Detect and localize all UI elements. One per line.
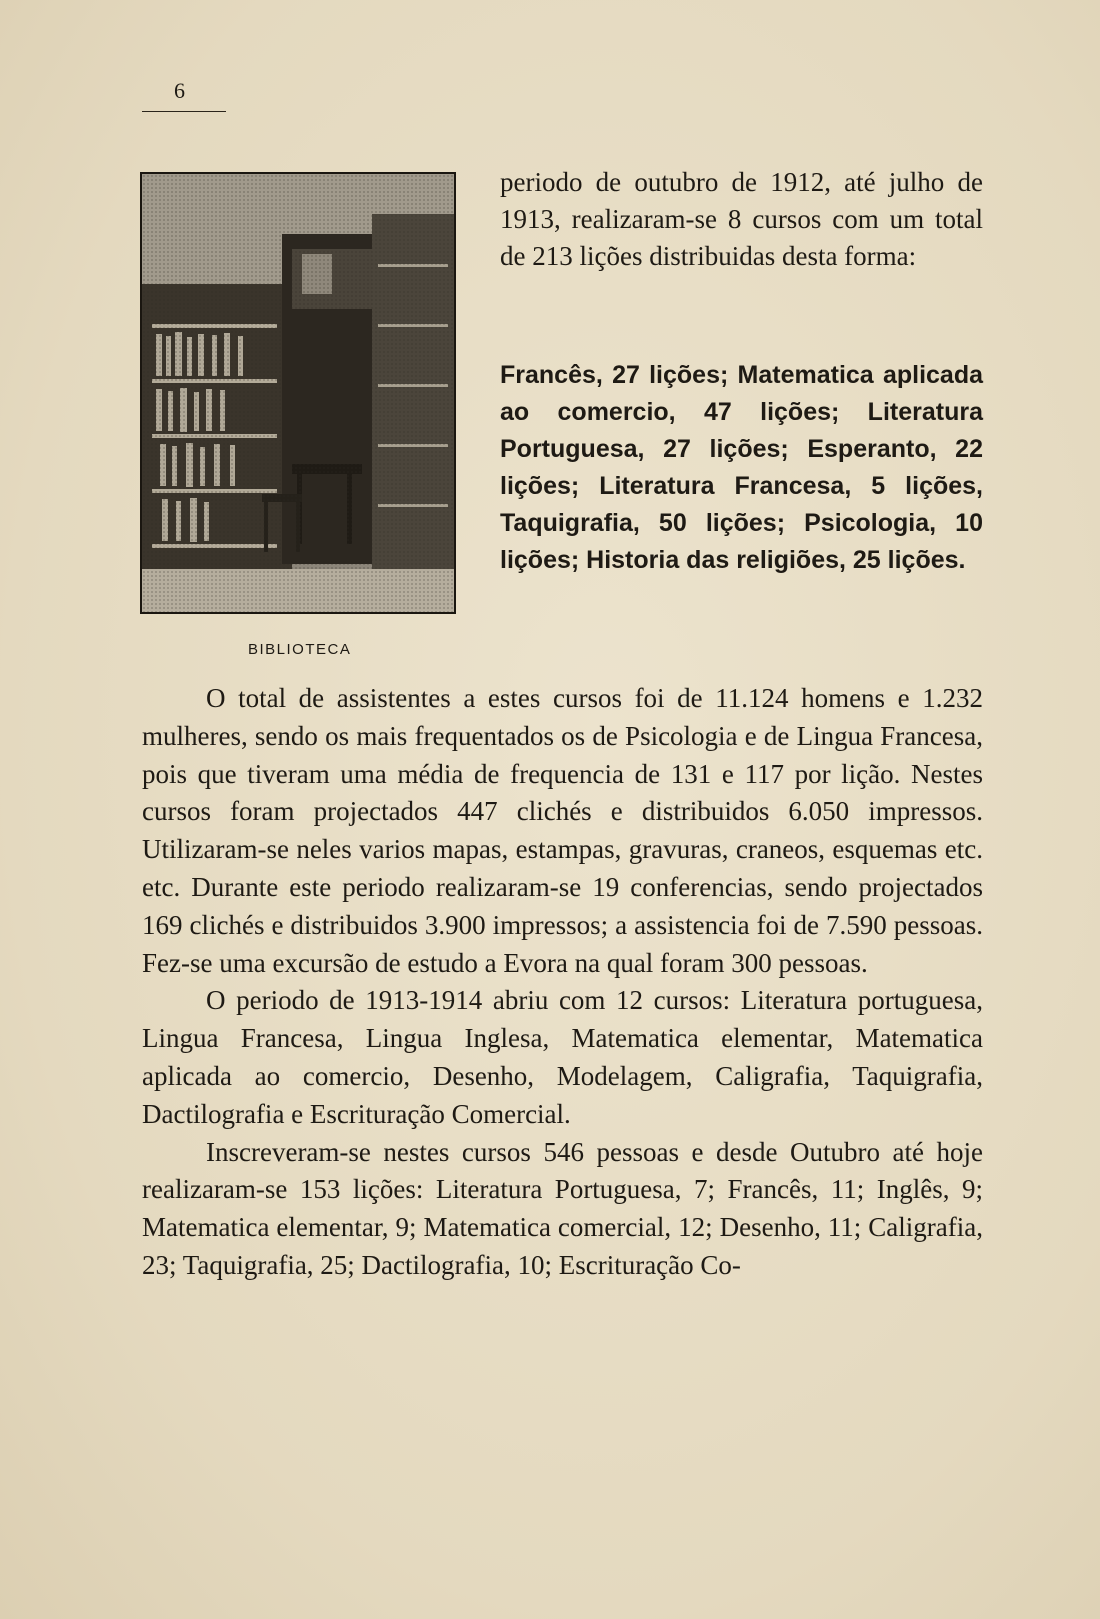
page-number-rule — [142, 111, 226, 112]
page-number: 6 — [174, 78, 185, 103]
paragraph-attendance: O total de assistentes a estes cursos foi de 11.124 homens e 1.232 mulheres, sendo os mais frequentados os de Psicologia e de Lingua Francesa, pois que tiveram uma média de frequencia de 131 e 117 por lição. Nestes cursos foram projectados 447 clichés e distribuidos 6.050 impressos. Utilizaram-se neles varios mapas, estampas, gravuras, craneos, esquemas etc. etc. Durante este periodo realizaram-se 19 conferencias, sendo projectados 169 clichés e distribuidos 3.900 impressos; a assistencia foi de 7.590 pessoas. Fez-se uma excursão de estudo a Evora na qual foram 300 pessoas. — [142, 683, 983, 978]
paragraph-period-1913-1914: O periodo de 1913-1914 abriu com 12 cursos: Literatura portuguesa, Lingua Francesa, Lingua Inglesa, Matematica elementar, Matematica aplicada ao comercio, Desenho, Modelagem, Caligrafia, Taquigrafia, Dactilografia e Escrituração Comercial. — [142, 985, 983, 1129]
photo-caption: BIBLIOTECA — [248, 641, 352, 658]
intro-paragraph: periodo de outubro de 1912, até julho de 1913, realizaram-se 8 cursos com um total de 213 lições distribuidas desta forma: — [500, 167, 983, 271]
paragraph-enrollment: Inscreveram-se nestes cursos 546 pessoas e desde Outubro até hoje realizaram-se 153 lições: Literatura Portuguesa, 7; Francês, 11; Inglês, 9; Matematica elementar, 9; Matematica comercial, 12; Desenho, 11; Caligrafia, 23; Taquigrafia, 25; Dactilografia, 10; Escrituração Co- — [142, 1136, 983, 1280]
body-text — [142, 680, 983, 1285]
library-photo — [140, 172, 456, 614]
library-photo-illustration — [142, 174, 454, 612]
course-list-paragraph: Francês, 27 lições; Matematica aplicada ao comercio, 47 lições; Literatura Portuguesa, 27 lições; Esperanto, 22 lições; Literatura Francesa, 5 lições, Taquigrafia, 50 lições; Psicologia, 10 lições; Historia das religiões, 25 lições. — [500, 361, 983, 574]
